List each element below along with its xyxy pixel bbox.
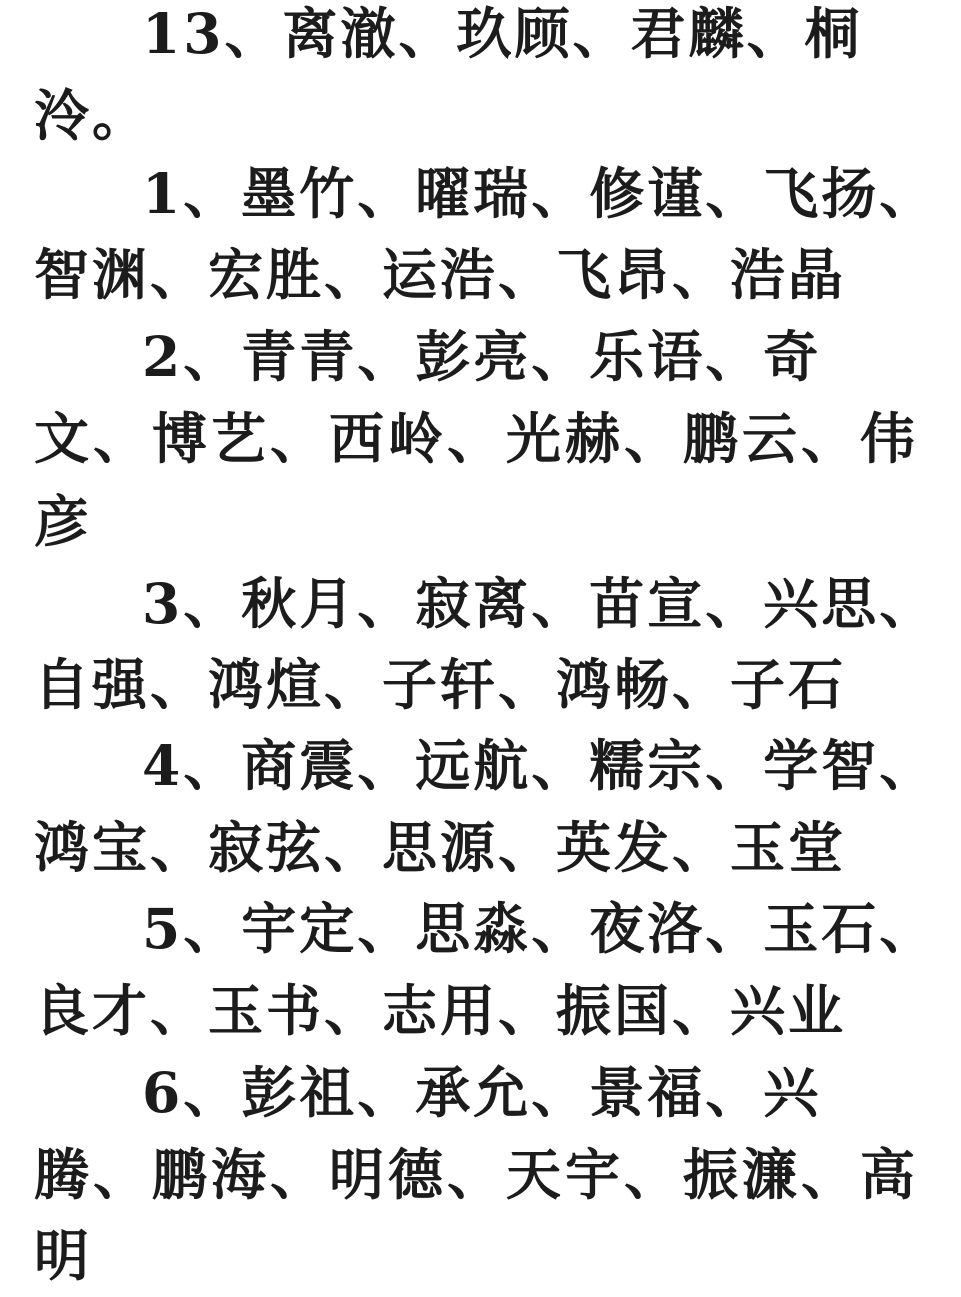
text-line: 5、宇定、思淼、夜洛、玉石、 — [142, 896, 938, 961]
text-line: 13、离澈、玖顾、君麟、桐 — [142, 1, 863, 66]
text-line: 3、秋月、寂离、苗宣、兴思、 — [142, 571, 938, 636]
text-line: 彦 — [34, 489, 93, 554]
text-line: 文、博艺、西岭、光赫、鹏云、伟 — [34, 406, 920, 471]
text-line: 2、青青、彭亮、乐语、奇 — [142, 324, 822, 389]
text-line: 腾、鹏海、明德、天宇、振濂、高 — [34, 1142, 920, 1207]
text-line: 明 — [34, 1223, 93, 1288]
text-line: 自强、鸿煊、子轩、鸿畅、子石 — [34, 652, 847, 717]
text-line: 泠。 — [34, 83, 151, 148]
text-line: 6、彭祖、承允、景福、兴 — [142, 1060, 822, 1125]
text-line: 智渊、宏胜、运浩、飞昂、浩晶 — [34, 242, 847, 307]
text-line: 鸿宝、寂弦、思源、英发、玉堂 — [34, 815, 847, 880]
text-line: 良才、玉书、志用、振国、兴业 — [34, 978, 847, 1043]
text-line: 1、墨竹、曜瑞、修谨、飞扬、 — [142, 161, 938, 226]
text-line: 4、商震、远航、糯宗、学智、 — [142, 733, 938, 798]
